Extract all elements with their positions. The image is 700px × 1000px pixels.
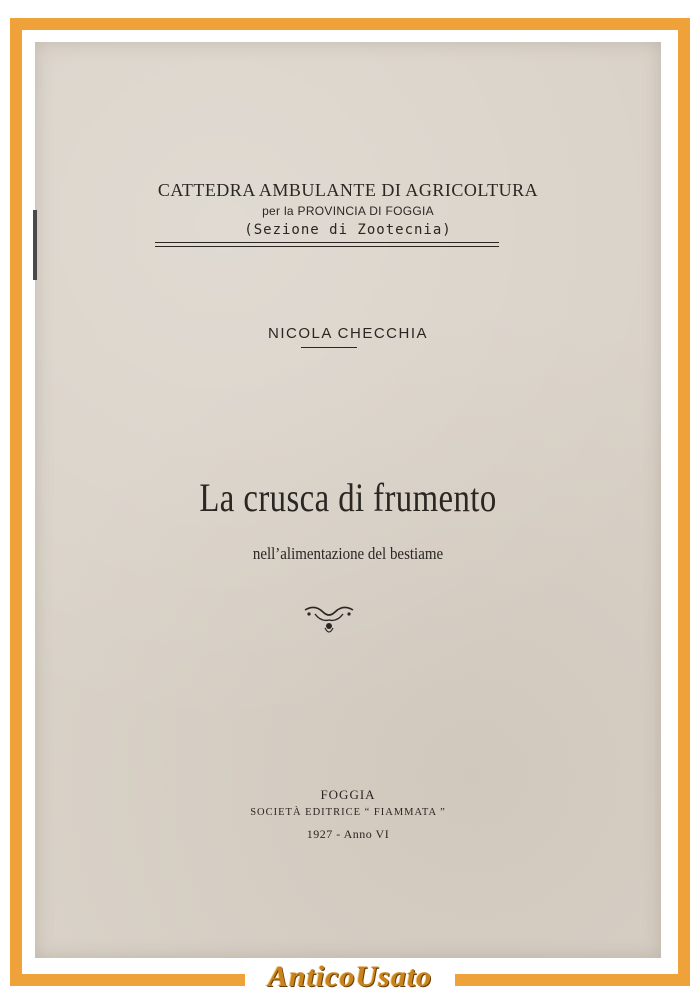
section-line: (Sezione di Zootecnia)	[244, 222, 452, 238]
publication-year: 1927 - Anno VI	[306, 827, 390, 841]
publisher-name: SOCIETÀ EDITRICE “ FIAMMATA ”	[250, 807, 446, 818]
author-name: NICOLA CHECCHIA	[267, 325, 429, 342]
province-line: per la PROVINCIA DI FOGGIA	[262, 204, 434, 218]
book-subtitle: nell’alimentazione del bestiame	[252, 544, 444, 563]
shop-logo: AnticoUsato	[267, 960, 433, 993]
book-title: La crusca di frumento	[199, 475, 497, 520]
spine-mark	[33, 210, 37, 280]
book-cover	[35, 42, 661, 958]
publication-city: FOGGIA	[320, 787, 376, 802]
author-underline	[301, 347, 357, 348]
fleuron-ornament-icon	[301, 602, 357, 636]
double-rule-top	[155, 242, 499, 243]
double-rule-bottom	[155, 246, 499, 247]
institution-heading: CATTEDRA AMBULANTE DI AGRICOLTURA	[157, 180, 539, 200]
